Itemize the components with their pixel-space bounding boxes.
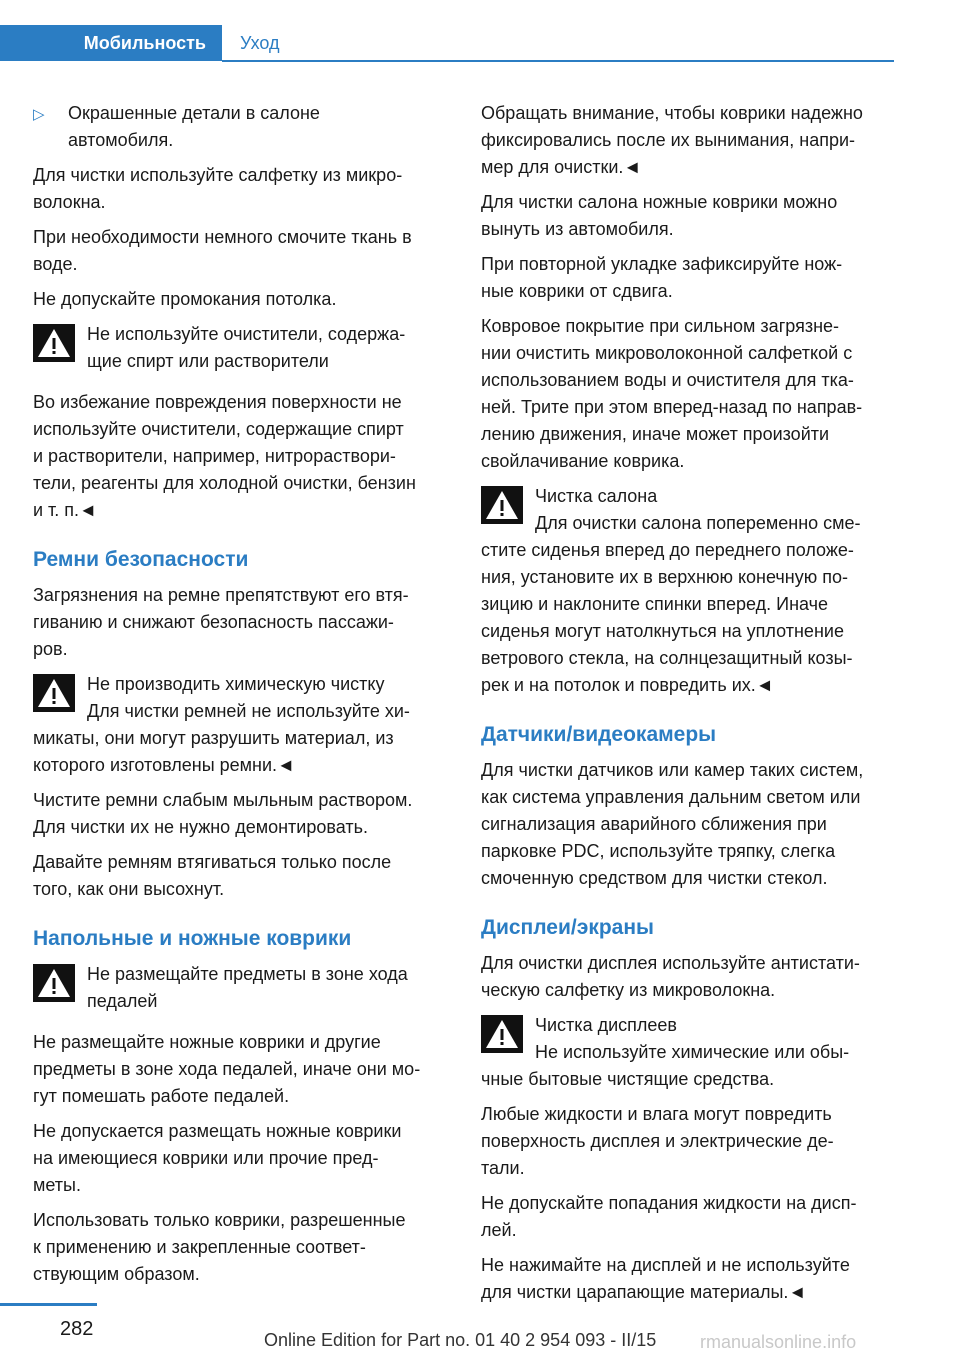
footer-divider xyxy=(0,1303,97,1306)
warning-title: Чистка дисплеев xyxy=(535,1015,677,1035)
warning-icon xyxy=(33,964,75,1002)
warning-title: Не размещайте предметы в зоне хода педалей xyxy=(87,964,408,1011)
edition-note: Online Edition for Part no. 01 40 2 954 093 - II/15 xyxy=(264,1330,657,1350)
header-divider xyxy=(222,60,894,62)
warning-block xyxy=(481,483,897,699)
paragraph: Обращать внимание, чтобы коврики надежно фиксировались после их вынимания, напри- мер для очистки.◄ xyxy=(481,103,863,177)
warning-block xyxy=(33,671,449,779)
warning-icon xyxy=(33,324,75,362)
paragraph: Ковровое покрытие при сильном загрязне- нии очистить микроволоконной салфеткой с использованием воды и очистителя для тка- ней. Трите при этом вперед-назад по направ- лению движения, иначе может произойти свойлачивание коврика. xyxy=(481,316,863,471)
warning-icon xyxy=(33,674,75,712)
paragraph: Не размещайте ножные коврики и другие предметы в зоне хода педалей, иначе они мо- гут помешать работе педалей. xyxy=(33,1032,421,1106)
warning-text: Не используйте химические или обы- чные бытовые чистящие средства. xyxy=(481,1042,850,1089)
paragraph: Не допускайте попадания жидкости на дисп- лей. xyxy=(481,1193,857,1240)
paragraph: Не допускайте промокания потолка. xyxy=(33,289,337,309)
paragraph: Не допускается размещать ножные коврики на имеющиеся коврики или прочие пред- меты. xyxy=(33,1121,402,1195)
watermark: rmanualsonline.info xyxy=(700,1332,857,1352)
section-heading: Ремни безопасности xyxy=(33,548,249,571)
list-item xyxy=(33,100,449,154)
page-header xyxy=(0,0,960,62)
list-item-text: Окрашенные детали в салоне автомобиля. xyxy=(68,103,320,150)
warning-block xyxy=(33,961,449,1021)
warning-icon xyxy=(481,1015,523,1053)
warning-title: Не используйте очистители, содержа- щие спирт или растворители xyxy=(87,324,406,371)
paragraph: Использовать только коврики, разрешенные к применению и закрепленные соответ- ствующим образом. xyxy=(33,1210,406,1284)
paragraph: Чистите ремни слабым мыльным раствором. Для чистки их не нужно демонтировать. xyxy=(33,790,413,837)
paragraph: Загрязнения на ремне препятствуют его втя- гиванию и снижают безопасность пассажи- ров. xyxy=(33,585,409,659)
paragraph: Для чистки используйте салфетку из микро- волокна. xyxy=(33,165,403,212)
page-number: 282 xyxy=(60,1318,94,1340)
section-tab-care: Уход xyxy=(240,32,280,53)
paragraph: При необходимости немного смочите ткань в воде. xyxy=(33,227,412,274)
section-heading: Датчики/видеокамеры xyxy=(481,723,717,746)
warning-title: Чистка салона xyxy=(535,486,658,506)
left-column xyxy=(33,100,449,1296)
paragraph: Для чистки салона ножные коврики можно вынуть из автомобиля. xyxy=(481,192,838,239)
triangle-bullet-icon: ▷ xyxy=(33,106,45,123)
warning-title: Не производить химическую чистку xyxy=(87,674,385,694)
warning-block xyxy=(33,321,449,381)
paragraph: Для чистки датчиков или камер таких систем, как система управления дальним светом или сигнализация аварийного сближения при парковке PDC, используйте тряпку, слегка смоченную средством для чистки стекол. xyxy=(481,760,864,888)
warning-block xyxy=(481,1012,897,1093)
paragraph: Давайте ремням втягиваться только после того, как они высохнут. xyxy=(33,852,392,899)
warning-text: Для чистки ремней не используйте хи- микаты, они могут разрушить материал, из которого изготовлены ремни.◄ xyxy=(33,701,410,775)
paragraph: Не нажимайте на дисплей и не используйте для чистки царапающие материалы.◄ xyxy=(481,1255,850,1302)
paragraph: Любые жидкости и влага могут повредить поверхность дисплея и электрические де- тали. xyxy=(481,1104,834,1178)
section-tab-mobility: Мобильность xyxy=(0,25,222,61)
warning-icon xyxy=(481,486,523,524)
paragraph: При повторной укладке зафиксируйте нож- ные коврики от сдвига. xyxy=(481,254,843,301)
section-heading: Дисплеи/экраны xyxy=(481,916,654,939)
right-column xyxy=(481,100,897,1314)
paragraph: Во избежание повреждения поверхности не используйте очистители, содержащие спирт и растворители, например, нитрораствори- тели, реагенты для холодной очистки, бензин и т. п.◄ xyxy=(33,392,416,520)
section-heading: Напольные и ножные коврики xyxy=(33,927,352,950)
warning-text: Для очистки салона попеременно сме- стите сиденья вперед до переднего положе- ния, установите их в верхнюю конечную по- зицию и наклоните спинки вперед. Иначе сиденья могут натолкнуться на уплотнение ветрового стекла, на солнцезащитный козы- рек и на потолок и повредить их.◄ xyxy=(481,513,861,695)
paragraph: Для очистки дисплея используйте антистати- ческую салфетку из микроволокна. xyxy=(481,953,860,1000)
